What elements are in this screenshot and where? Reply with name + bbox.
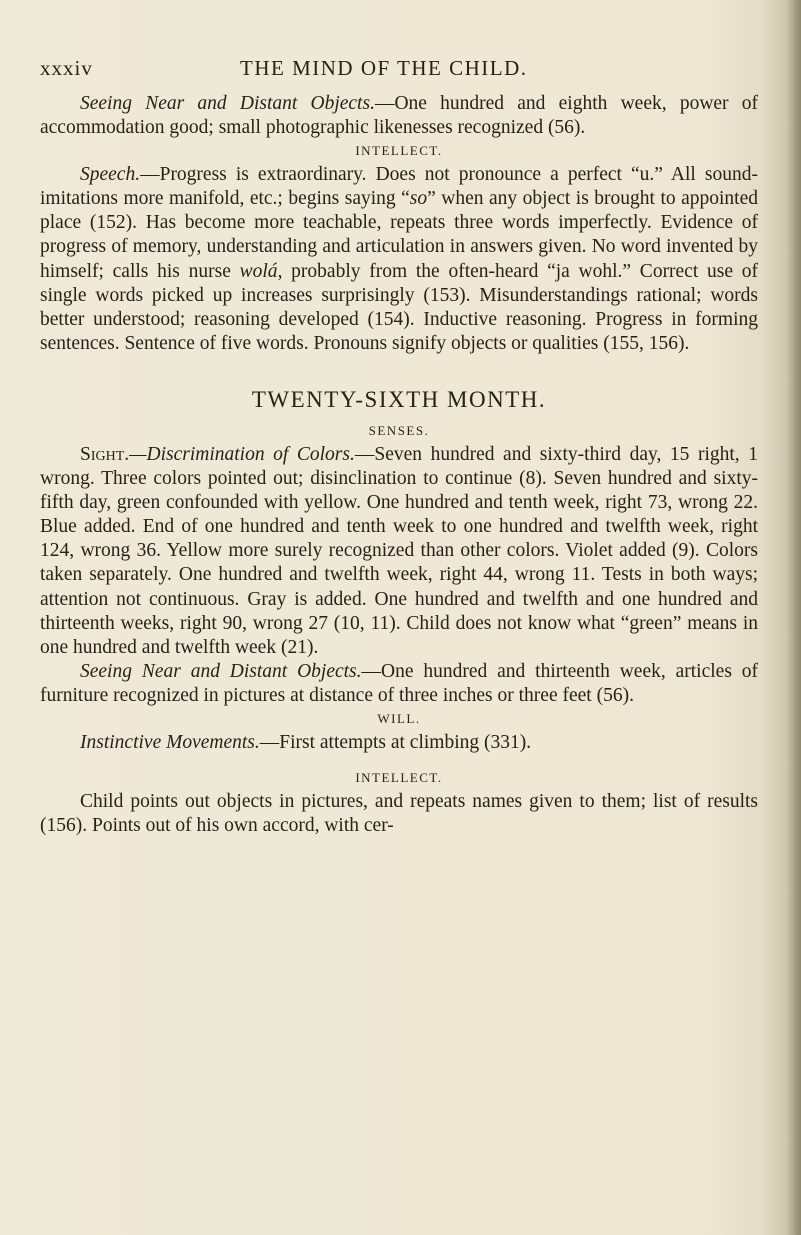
paragraph-text: —Progress is extraordinary. Does not pronounce a perfect “u.” All sound-imitations more manifold, etc.; begins saying “ [40, 164, 758, 210]
paragraph-pictures [40, 790, 758, 838]
paragraph-seeing-near-distant-1 [40, 92, 758, 140]
subheading-intellect: INTELLECT. [355, 143, 443, 159]
page-header [40, 56, 740, 86]
italic-word-wola: wolá [239, 260, 278, 282]
paragraph-text: —One hundred and thirteenth week, articles of furniture recognized in pictures at distance of three inches or three feet (56). [40, 660, 759, 706]
paragraph-text: Child points out objects in pictures, and repeats names given to them; list of results (156). Points out of his own accord, with cer- [40, 791, 758, 837]
paragraph-lead: —Discrimination of Colors. [129, 443, 355, 465]
paragraph-lead: Seeing Near and Distant Objects. [80, 660, 362, 682]
paragraph-lead-smallcaps: Sight. [80, 443, 130, 465]
paragraph-sight-colors [40, 443, 758, 660]
paragraph-seeing-near-distant-2 [40, 660, 758, 708]
chapter-title: TWENTY-SIXTH MONTH. [251, 386, 547, 412]
paragraph-lead: Instinctive Movements. [80, 731, 260, 753]
paragraph-speech [40, 163, 758, 356]
page-body [40, 92, 758, 838]
italic-word-so: so [409, 188, 428, 210]
paragraph-lead: Seeing Near and Distant Objects. [80, 93, 375, 114]
page-number: xxxiv [40, 56, 93, 80]
paragraph-lead: Speech. [80, 164, 141, 186]
paragraph-text: , probably from the often-heard “ja wohl.” Correct use of single words picked up increases surprisingly (153). Misunderstandings rational; words better understood; reasoning developed (154). Inductive reasoning. Progress in forming sentences. Sentence of five words. Pronouns signify objects or qualities (155, 156). [40, 260, 759, 354]
subheading-intellect: INTELLECT. [355, 770, 443, 786]
paragraph-instinctive-movements [40, 731, 758, 755]
page-edge-shadow [787, 0, 801, 1235]
subheading-senses: SENSES. [368, 422, 430, 438]
paragraph-text: —One hundred and eighth week, power of accommodation good; small photographic likenesses recognized (56). [40, 93, 759, 139]
paragraph-text: —First attempts at climbing (331). [259, 731, 532, 753]
subheading-will: WILL. [377, 710, 421, 726]
paragraph-text: —Seven hundred and sixty-third day, 15 right, 1 wrong. Three colors pointed out; disinclination to continue (8). Seven hundred and sixty-fifth day, green confounded with yellow. One hundred and tenth week, right 73, wrong 22. Blue added. End of one hundred and tenth week to one hundred and twelfth week, right 124, wrong 36. Yellow more surely recognized than other colors. Violet added (9). Colors taken separately. One hundred and twelfth week, right 44, wrong 11. Tests in both ways; attention not continuous. Gray is added. One hundred and twelfth and one hundred and thirteenth weeks, right 90, wrong 27 (10, 11). Child does not know what “green” means in one hundred and twelfth week (21). [40, 443, 758, 658]
running-head: THE MIND OF THE CHILD. [240, 56, 528, 80]
paragraph-text: ” when any object is brought to appointed place (152). Has become more teachable, repeats three words imperfectly. Evidence of progress of memory, understanding and articulation in answers given. No word invented by himself; calls his nurse [40, 188, 758, 282]
